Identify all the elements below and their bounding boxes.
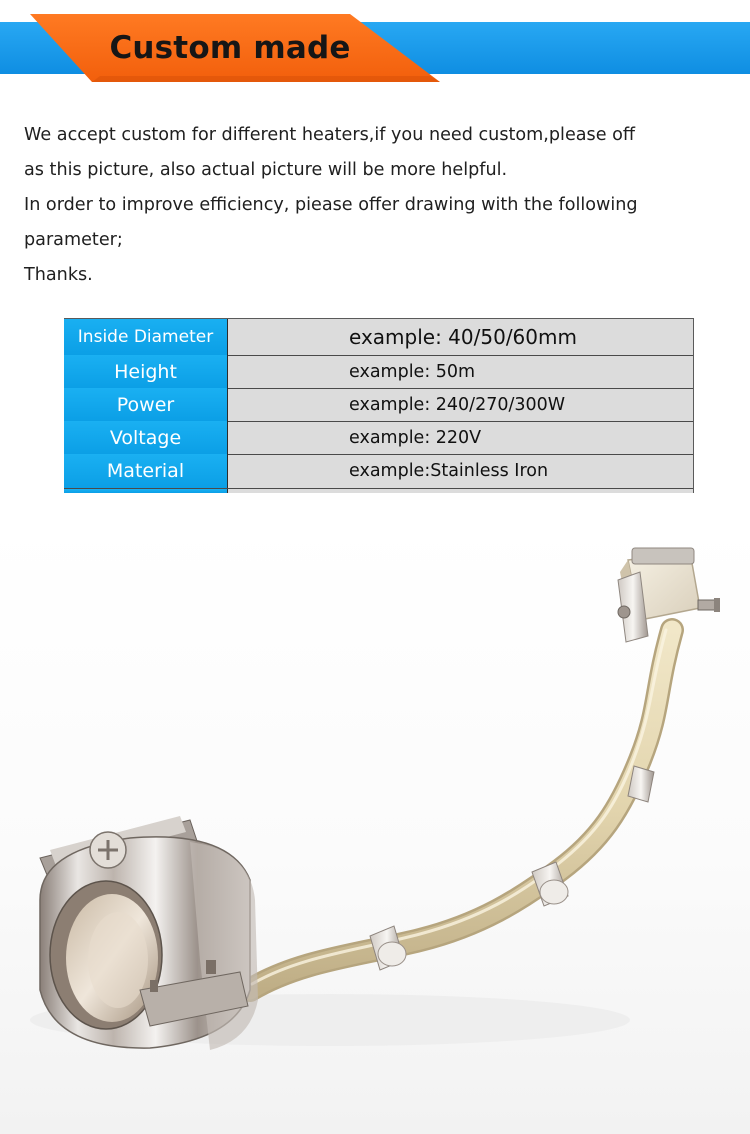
row-label: Voltage bbox=[64, 421, 228, 454]
row-label: Material bbox=[64, 454, 228, 488]
row-value: example: 40/50/60mm bbox=[349, 324, 577, 349]
header-banner bbox=[0, 0, 750, 90]
table-row bbox=[64, 454, 694, 489]
band-heater-photo-icon bbox=[0, 520, 750, 1134]
parameter-table bbox=[64, 318, 694, 493]
table-row bbox=[64, 489, 694, 493]
table-row bbox=[64, 355, 694, 389]
row-label bbox=[64, 489, 228, 493]
table-row bbox=[64, 388, 694, 422]
table-row bbox=[64, 421, 694, 455]
intro-text bbox=[24, 118, 740, 293]
row-label: Inside Diameter bbox=[64, 318, 228, 355]
row-value: example:Stainless Iron bbox=[349, 461, 549, 481]
band-heater-ring bbox=[40, 816, 258, 1050]
row-value: example: 220V bbox=[349, 427, 482, 448]
banner-title: Custom made bbox=[109, 30, 351, 66]
intro-line: In order to improve efficiency, piease offer drawing with the following bbox=[24, 195, 638, 215]
intro-line: parameter; bbox=[24, 230, 123, 250]
table-row bbox=[64, 318, 694, 356]
intro-line: as this picture, also actual picture will be more helpful. bbox=[24, 160, 508, 180]
row-value: example: 50m bbox=[349, 361, 476, 382]
intro-line: We accept custom for different heaters,if you need custom,please off bbox=[24, 125, 636, 145]
row-label: Power bbox=[64, 388, 228, 421]
row-label: Height bbox=[64, 355, 228, 388]
intro-line: Thanks. bbox=[24, 265, 93, 285]
row-value: example: 240/270/300W bbox=[349, 394, 566, 415]
